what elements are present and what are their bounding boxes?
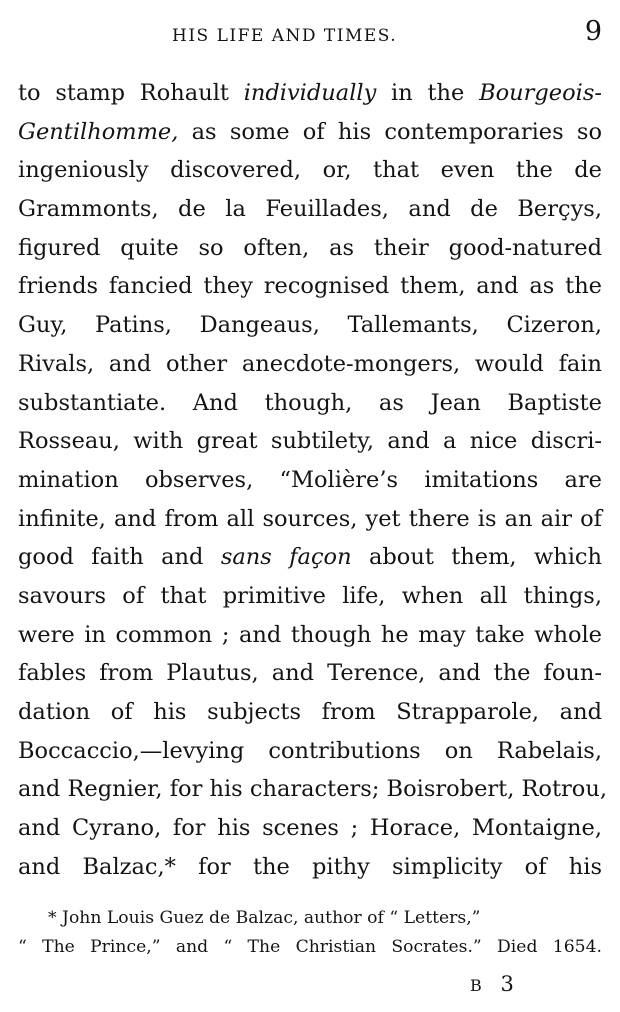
text-line	[18, 422, 602, 461]
text-segment: in the	[376, 80, 480, 106]
text-segment: Rivals, and other anecdote-mongers, would fain	[18, 350, 602, 377]
text-segment: substantiate. And though, as Jean Baptiste	[18, 389, 602, 416]
body-text	[18, 74, 607, 886]
text-line	[18, 113, 602, 152]
text-segment: Rosseau, with great subtilety, and a nice discri-	[18, 428, 602, 455]
running-head	[0, 14, 620, 54]
text-segment: friends fancied they recognised them, and as the	[18, 273, 602, 300]
text-segment: as some of his contemporaries so	[178, 118, 602, 145]
text-line	[18, 384, 602, 423]
text-segment: dation of his subjects from Strapparole, and	[18, 699, 602, 725]
text-segment: and Balzac,* for the pithy simplicity of his	[18, 853, 602, 880]
text-line	[18, 616, 602, 655]
running-title: HIS LIFE AND TIMES.	[172, 26, 398, 46]
footnote-line: * John Louis Guez de Balzac, author of “ Letters,”	[48, 908, 481, 928]
signature-number: 3	[500, 972, 520, 996]
text-line	[18, 461, 602, 500]
page-number: 9	[584, 16, 602, 47]
text-segment: to stamp Rohault	[18, 80, 244, 106]
text-line	[18, 848, 602, 887]
text-line	[18, 500, 602, 539]
text-line	[18, 693, 602, 732]
text-segment: savours of that primitive life, when all things,	[18, 582, 602, 609]
text-line	[18, 267, 602, 306]
text-line	[18, 577, 602, 616]
text-line	[18, 151, 602, 190]
text-line	[18, 345, 602, 384]
text-line	[18, 654, 602, 693]
text-segment: ingeniously discovered, or, that even the de	[18, 157, 602, 184]
text-segment: mination observes, “Molière’s imitations are	[18, 466, 602, 493]
signature-mark	[470, 972, 520, 996]
text-segment: good faith and	[18, 544, 221, 571]
text-line	[18, 229, 602, 268]
text-line	[18, 770, 607, 809]
text-line	[18, 306, 602, 345]
text-segment: fables from Plautus, and Terence, and the foun-	[18, 660, 602, 687]
footnote-line: “ The Prince,” and “ The Christian Socrates.” Died 1654.	[18, 937, 602, 957]
text-line	[18, 538, 602, 577]
text-segment: and Regnier, for his characters; Boisrobert, Rotrou,	[18, 776, 607, 803]
text-segment: figured quite so often, as their good-natured	[18, 234, 602, 261]
text-segment: infinite, and from all sources, yet there is an air of	[18, 505, 602, 532]
italic-text: Bourgeois-	[479, 80, 602, 106]
text-segment: about them, which	[351, 544, 603, 571]
text-segment: were in common ; and though he may take whole	[18, 621, 602, 648]
italic-text: Gentilhomme,	[18, 118, 179, 145]
text-line	[18, 732, 602, 771]
italic-text: individually	[243, 80, 377, 106]
text-segment: and Cyrano, for his scenes ; Horace, Montaigne,	[18, 815, 602, 842]
signature-letter: B	[470, 976, 488, 995]
text-segment: Boccaccio,—levying contributions on Rabelais,	[18, 737, 602, 764]
text-line	[18, 190, 602, 229]
text-line	[18, 809, 602, 848]
text-segment: Guy, Patins, Dangeaus, Tallemants, Cizeron,	[18, 312, 602, 339]
text-segment: Grammonts, de la Feuillades, and de Berçys,	[18, 196, 602, 223]
text-line	[18, 74, 602, 113]
footnote	[18, 904, 602, 962]
italic-text: sans façon	[220, 544, 352, 571]
